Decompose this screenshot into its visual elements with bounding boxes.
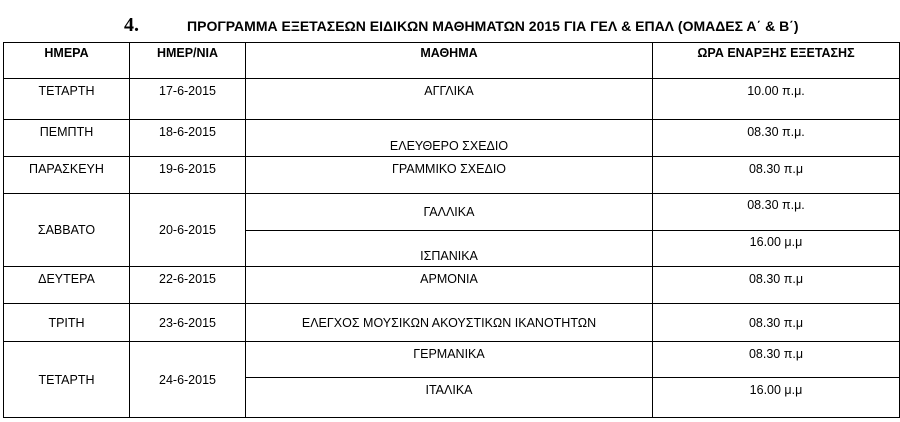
subject-cell: ΓΡΑΜΜΙΚΟ ΣΧΕΔΙΟ	[246, 157, 653, 194]
subject-cell: ΓΑΛΛΙΚΑ	[246, 194, 653, 231]
date-cell: 22-6-2015	[130, 267, 246, 304]
header-date: ΗΜΕΡ/ΝΙΑ	[130, 43, 246, 79]
time-cell: 16.00 μ.μ	[653, 378, 900, 418]
header-day: ΗΜΕΡΑ	[4, 43, 130, 79]
time-cell: 08.30 π.μ	[653, 304, 900, 342]
day-cell: ΠΑΡΑΣΚΕΥΗ	[4, 157, 130, 194]
table-row	[4, 304, 900, 342]
date-cell: 23-6-2015	[130, 304, 246, 342]
date-cell: 19-6-2015	[130, 157, 246, 194]
section-number: 4.	[124, 14, 139, 36]
subject-cell: ΑΓΓΛΙΚΑ	[246, 79, 653, 120]
day-cell: ΔΕΥΤΕΡΑ	[4, 267, 130, 304]
table-row	[4, 79, 900, 120]
table-row	[4, 157, 900, 194]
date-cell: 20-6-2015	[130, 194, 246, 267]
day-cell: ΣΑΒΒΑΤΟ	[4, 194, 130, 267]
document-heading	[0, 13, 900, 39]
time-cell: 08.30 π.μ	[653, 157, 900, 194]
subject-cell: ΕΛΕΥΘΕΡΟ ΣΧΕΔΙΟ	[246, 120, 653, 157]
document-title: ΠΡΟΓΡΑΜΜΑ ΕΞΕΤΑΣΕΩΝ ΕΙΔΙΚΩΝ ΜΑΘΗΜΑΤΩΝ 2015 ΓΙΑ ΓΕΛ & ΕΠΑΛ (ΟΜΑΔΕΣ Α΄ & Β΄)	[187, 18, 799, 34]
date-cell: 18-6-2015	[130, 120, 246, 157]
time-cell: 08.30 π.μ	[653, 342, 900, 378]
subject-cell: ΙΣΠΑΝΙΚΑ	[246, 231, 653, 267]
time-cell: 10.00 π.μ.	[653, 79, 900, 120]
subject-cell: ΓΕΡΜΑΝΙΚΑ	[246, 342, 653, 378]
day-cell: ΠΕΜΠΤΗ	[4, 120, 130, 157]
time-cell: 08.30 π.μ	[653, 267, 900, 304]
day-cell: ΤΕΤΑΡΤΗ	[4, 342, 130, 418]
table-row	[4, 194, 900, 231]
time-cell: 08.30 π.μ.	[653, 120, 900, 157]
table-row	[4, 267, 900, 304]
exam-schedule-table	[3, 42, 900, 418]
time-cell: 08.30 π.μ.	[653, 194, 900, 231]
header-start-time: ΩΡΑ ΕΝΑΡΞΗΣ ΕΞΕΤΑΣΗΣ	[653, 43, 900, 79]
table-header-row	[4, 43, 900, 79]
day-cell: ΤΡΙΤΗ	[4, 304, 130, 342]
date-cell: 24-6-2015	[130, 342, 246, 418]
day-cell: ΤΕΤΑΡΤΗ	[4, 79, 130, 120]
subject-cell: ΕΛΕΓΧΟΣ ΜΟΥΣΙΚΩΝ ΑΚΟΥΣΤΙΚΩΝ ΙΚΑΝΟΤΗΤΩΝ	[246, 304, 653, 342]
time-cell: 16.00 μ.μ	[653, 231, 900, 267]
header-subject: ΜΑΘΗΜΑ	[246, 43, 653, 79]
subject-cell: ΑΡΜΟΝΙΑ	[246, 267, 653, 304]
subject-cell: ΙΤΑΛΙΚΑ	[246, 378, 653, 418]
table-row	[4, 120, 900, 157]
date-cell: 17-6-2015	[130, 79, 246, 120]
table-row	[4, 342, 900, 378]
